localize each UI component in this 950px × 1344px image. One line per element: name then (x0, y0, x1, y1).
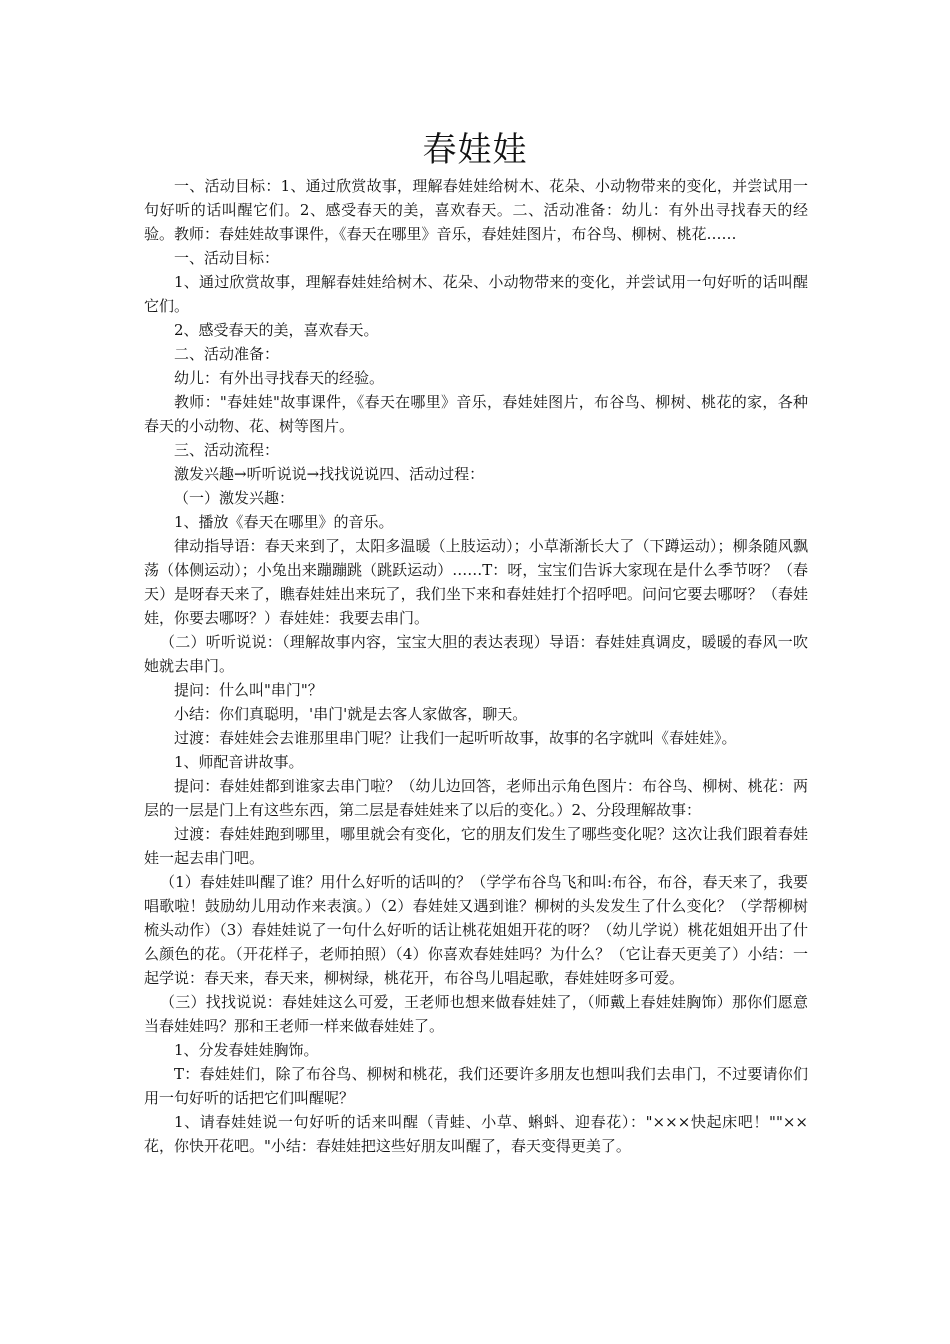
paragraph: 1、分发春娃娃胸饰。 (174, 1041, 319, 1059)
paragraph: 激发兴趣→听听说说→找找说说四、活动过程： (174, 465, 485, 483)
paragraph: 2、感受春天的美，喜欢春天。 (174, 321, 379, 339)
paragraph: 1、通过欣赏故事，理解春娃娃给树木、花朵、小动物带来的变化，并尝试用一句好听的话叫醒它们。 (144, 273, 808, 315)
paragraph: 教师："春娃娃"故事课件，《春天在哪里》音乐，春娃娃图片，布谷鸟、柳树、桃花的家，各种春天的小动物、花、树等图片。 (144, 393, 808, 435)
paragraph: 二、活动准备： (174, 345, 280, 363)
paragraph: 过渡：春娃娃跑到哪里，哪里就会有变化，它的朋友们发生了哪些变化呢？这次让我们跟着春娃娃一起去串门吧。 (144, 825, 808, 867)
paragraph: 幼儿：有外出寻找春天的经验。 (174, 369, 385, 387)
paragraph: 提问：什么叫"串门"？ (174, 681, 323, 699)
document-title: 春娃娃 (422, 130, 528, 170)
paragraph: （一）激发兴趣： (174, 489, 295, 507)
paragraph: 三、活动流程： (174, 441, 280, 459)
paragraph: 1、播放《春天在哪里》的音乐。 (174, 513, 394, 531)
paragraph: 小结：你们真聪明，'串门'就是去客人家做客，聊天。 (174, 705, 528, 723)
paragraph: （三）找找说说：春娃娃这么可爱，王老师也想来做春娃娃了，（师戴上春娃娃胸饰）那你们愿意当春娃娃吗？那和王老师一样来做春娃娃了。 (144, 993, 808, 1035)
paragraph: 一、活动目标： (174, 249, 280, 267)
paragraph: （1）春娃娃叫醒了谁？用什么好听的话叫的？（学学布谷鸟飞和叫:布谷，布谷，春天来了，我要唱歌啦！鼓励幼儿用动作来表演。）（2）春娃娃又遇到谁？柳树的头发发生了什么变化？（学帮柳树梳头动作）（3）春娃娃说了一句什么好听的话让桃花姐姐开花的呀？（幼儿学说）桃花姐姐开出了什么颜色的花。（开花样子，老师拍照）（4）你喜欢春娃娃吗？为什么？（它让春天更美了）小结：一起学说：春天来，春天来，柳树绿，桃花开，布谷鸟儿唱起歌，春娃娃呀多可爱。 (144, 873, 808, 987)
paragraph: 提问：春娃娃都到谁家去串门啦？（幼儿边回答，老师出示角色图片：布谷鸟、柳树、桃花：两层的一层是门上有这些东西，第二层是春娃娃来了以后的变化。）2、分段理解故事： (144, 777, 808, 819)
paragraph: 1、请春娃娃说一句好听的话来叫醒（青蛙、小草、蝌蚪、迎春花）："×××快起床吧！""××花，你快开花吧。"小结：春娃娃把这些好朋友叫醒了，春天变得更美了。 (144, 1113, 808, 1155)
paragraph: （二）听听说说：（理解故事内容，宝宝大胆的表达表现）导语：春娃娃真调皮，暖暖的春风一吹她就去串门。 (144, 633, 808, 675)
paragraph: 律动指导语：春天来到了，太阳多温暖（上肢运动）；小草渐渐长大了（下蹲运动）；柳条随风飘荡（体侧运动）；小兔出来蹦蹦跳（跳跃运动）……T：呀，宝宝们告诉大家现在是什么季节呀？（春天）是呀春天来了，瞧春娃娃出来玩了，我们坐下来和春娃娃打个招呼吧。问问它要去哪呀？（春娃娃，你要去哪呀？）春娃娃：我要去串门。 (144, 537, 808, 627)
paragraph: 一、活动目标：1、通过欣赏故事，理解春娃娃给树木、花朵、小动物带来的变化，并尝试用一句好听的话叫醒它们。2、感受春天的美，喜欢春天。二、活动准备：幼儿：有外出寻找春天的经验。教师：春娃娃故事课件，《春天在哪里》音乐，春娃娃图片，布谷鸟、柳树、桃花…… (144, 177, 808, 243)
paragraph: T：春娃娃们，除了布谷鸟、柳树和桃花，我们还要许多朋友也想叫我们去串门，不过要请你们用一句好听的话把它们叫醒呢？ (144, 1065, 808, 1107)
paragraph: 过渡：春娃娃会去谁那里串门呢？让我们一起听听故事，故事的名字就叫《春娃娃》。 (174, 729, 737, 747)
document-body (144, 174, 808, 1158)
paragraph: 1、师配音讲故事。 (174, 753, 304, 771)
